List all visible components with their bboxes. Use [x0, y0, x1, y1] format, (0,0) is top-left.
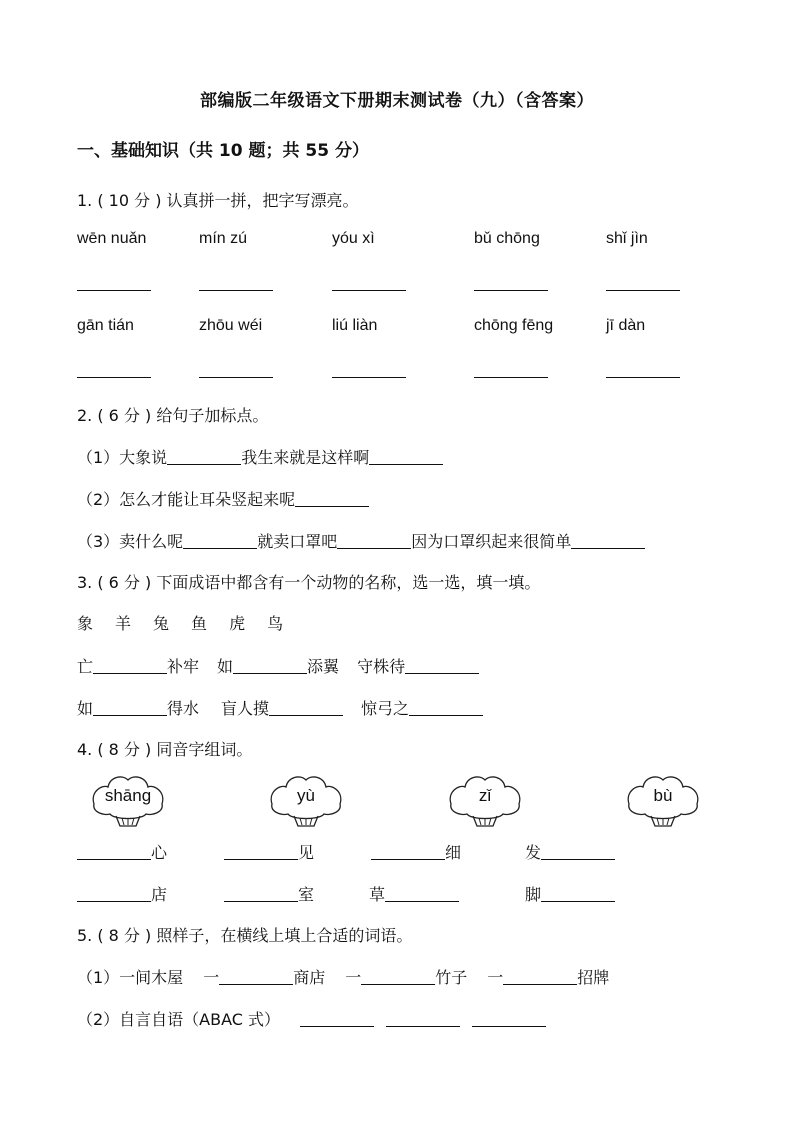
sentence-text: （3）卖什么呢 — [77, 532, 184, 551]
idiom-text: 守株待 — [357, 657, 406, 676]
answer-line[interactable] — [606, 377, 680, 378]
homophone-item — [371, 840, 461, 863]
idiom-text: 添翼 — [307, 657, 340, 676]
answer-blank[interactable] — [224, 843, 298, 860]
answer-line[interactable] — [474, 377, 548, 378]
shell-pinyin: yù — [297, 786, 315, 805]
example-text: （2）自言自语（ABAC 式） — [77, 1010, 281, 1029]
answer-blank[interactable] — [167, 448, 241, 465]
answer-blank[interactable] — [369, 448, 443, 465]
homophone-item — [77, 840, 167, 863]
sentence-text: （2）怎么才能让耳朵竖起来呢 — [77, 490, 296, 509]
idiom-text: 如 — [217, 657, 234, 676]
animal-options — [77, 611, 305, 634]
answer-blank[interactable] — [541, 843, 615, 860]
pinyin-4: bǔ chōng — [474, 230, 540, 247]
answer-line[interactable] — [199, 377, 273, 378]
pinyin-1: wēn nuǎn — [77, 230, 147, 247]
answer-blank[interactable] — [371, 843, 445, 860]
homophone-char: 细 — [445, 843, 462, 862]
idiom-text: 亡 — [77, 657, 94, 676]
homophone-item — [224, 840, 314, 863]
homophone-item — [369, 882, 459, 905]
shell-icon — [621, 770, 705, 830]
answer-blank[interactable] — [385, 885, 459, 902]
idiom-row-2 — [77, 696, 483, 719]
q1-prompt: 1. ( 10 分 ) 认真拼一拼，把字写漂亮。 — [77, 191, 359, 210]
answer-line[interactable] — [606, 290, 680, 291]
homophone-char: 室 — [298, 885, 315, 904]
answer-blank[interactable] — [405, 657, 479, 674]
shell-icon — [86, 770, 170, 830]
idiom-text: 补牢 — [167, 657, 200, 676]
homophone-char: 见 — [298, 843, 315, 862]
answer-blank[interactable] — [224, 885, 298, 902]
answer-blank[interactable] — [77, 885, 151, 902]
answer-blank[interactable] — [361, 968, 435, 985]
shell-pinyin: shāng — [104, 786, 152, 805]
answer-blank[interactable] — [472, 1010, 546, 1027]
idiom-row-1 — [77, 654, 479, 677]
q5-line-1 — [77, 965, 609, 988]
sentence-text: 我生来就是这样啊 — [241, 448, 370, 467]
idiom-text: 如 — [77, 699, 94, 718]
animal-option: 羊 — [115, 614, 132, 633]
answer-blank[interactable] — [269, 699, 343, 716]
answer-blank[interactable] — [183, 532, 257, 549]
answer-line[interactable] — [332, 290, 406, 291]
pinyin-7: zhōu wéi — [199, 317, 263, 334]
answer-blank[interactable] — [93, 657, 167, 674]
measure-word: 一 — [487, 968, 504, 987]
answer-blank[interactable] — [409, 699, 483, 716]
animal-option: 虎 — [229, 614, 246, 633]
answer-blank[interactable] — [571, 532, 645, 549]
answer-line[interactable] — [474, 290, 548, 291]
homophone-item — [525, 882, 615, 905]
idiom-text: 得水 — [167, 699, 200, 718]
pinyin-8: liú liàn — [332, 317, 378, 334]
pinyin-2: mín zú — [199, 230, 248, 247]
example-text: （1）一间木屋 — [77, 968, 184, 987]
answer-blank[interactable] — [337, 532, 411, 549]
answer-blank[interactable] — [300, 1010, 374, 1027]
homophone-char: 店 — [151, 885, 168, 904]
sentence-text: 因为口罩织起来很简单 — [411, 532, 572, 551]
homophone-char: 草 — [369, 885, 386, 904]
q2-sentence-1 — [77, 445, 443, 468]
homophone-char: 脚 — [525, 885, 542, 904]
shell-pinyin: zǐ — [478, 786, 492, 805]
answer-line[interactable] — [77, 290, 151, 291]
measure-word: 一 — [203, 968, 220, 987]
answer-blank[interactable] — [386, 1010, 460, 1027]
q2-prompt: 2. ( 6 分 ) 给句子加标点。 — [77, 406, 269, 425]
answer-line[interactable] — [332, 377, 406, 378]
q3-prompt: 3. ( 6 分 ) 下面成语中都含有一个动物的名称，选一选，填一填。 — [77, 573, 541, 592]
noun-text: 商店 — [293, 968, 326, 987]
shell-pinyin: bù — [653, 786, 673, 805]
noun-text: 招牌 — [577, 968, 610, 987]
answer-line[interactable] — [77, 377, 151, 378]
q4-prompt: 4. ( 8 分 ) 同音字组词。 — [77, 740, 253, 759]
animal-option: 兔 — [153, 614, 170, 633]
shell-icon — [443, 770, 527, 830]
noun-text: 竹子 — [435, 968, 468, 987]
homophone-char: 发 — [525, 843, 542, 862]
pinyin-5: shǐ jìn — [606, 230, 648, 247]
pinyin-6: gān tián — [77, 317, 134, 334]
page-title: 部编版二年级语文下册期末测试卷（九）（含答案） — [200, 91, 594, 111]
answer-blank[interactable] — [93, 699, 167, 716]
section-heading: 一、基础知识（共 10 题；共 55 分） — [77, 141, 369, 161]
animal-option: 鸟 — [267, 614, 284, 633]
measure-word: 一 — [345, 968, 362, 987]
animal-option: 象 — [77, 614, 94, 633]
q2-sentence-2 — [77, 487, 369, 510]
q5-line-2 — [77, 1007, 546, 1030]
sentence-text: （1）大象说 — [77, 448, 168, 467]
pinyin-3: yóu xì — [332, 230, 375, 247]
answer-blank[interactable] — [77, 843, 151, 860]
answer-blank[interactable] — [541, 885, 615, 902]
pinyin-9: chōng fēng — [474, 317, 554, 334]
shell-icon — [264, 770, 348, 830]
answer-line[interactable] — [199, 290, 273, 291]
idiom-text: 惊弓之 — [361, 699, 410, 718]
homophone-char: 心 — [151, 843, 168, 862]
answer-blank[interactable] — [503, 968, 577, 985]
homophone-item — [77, 882, 167, 905]
homophone-item — [224, 882, 314, 905]
sentence-text: 就卖口罩吧 — [257, 532, 338, 551]
answer-blank[interactable] — [219, 968, 293, 985]
idiom-text: 盲人摸 — [221, 699, 270, 718]
pinyin-10: jī dàn — [606, 317, 646, 334]
animal-option: 鱼 — [191, 614, 208, 633]
q5-prompt: 5. ( 8 分 ) 照样子，在横线上填上合适的词语。 — [77, 926, 413, 945]
q2-sentence-3 — [77, 529, 645, 552]
answer-blank[interactable] — [295, 490, 369, 507]
answer-blank[interactable] — [233, 657, 307, 674]
homophone-item — [525, 840, 615, 863]
